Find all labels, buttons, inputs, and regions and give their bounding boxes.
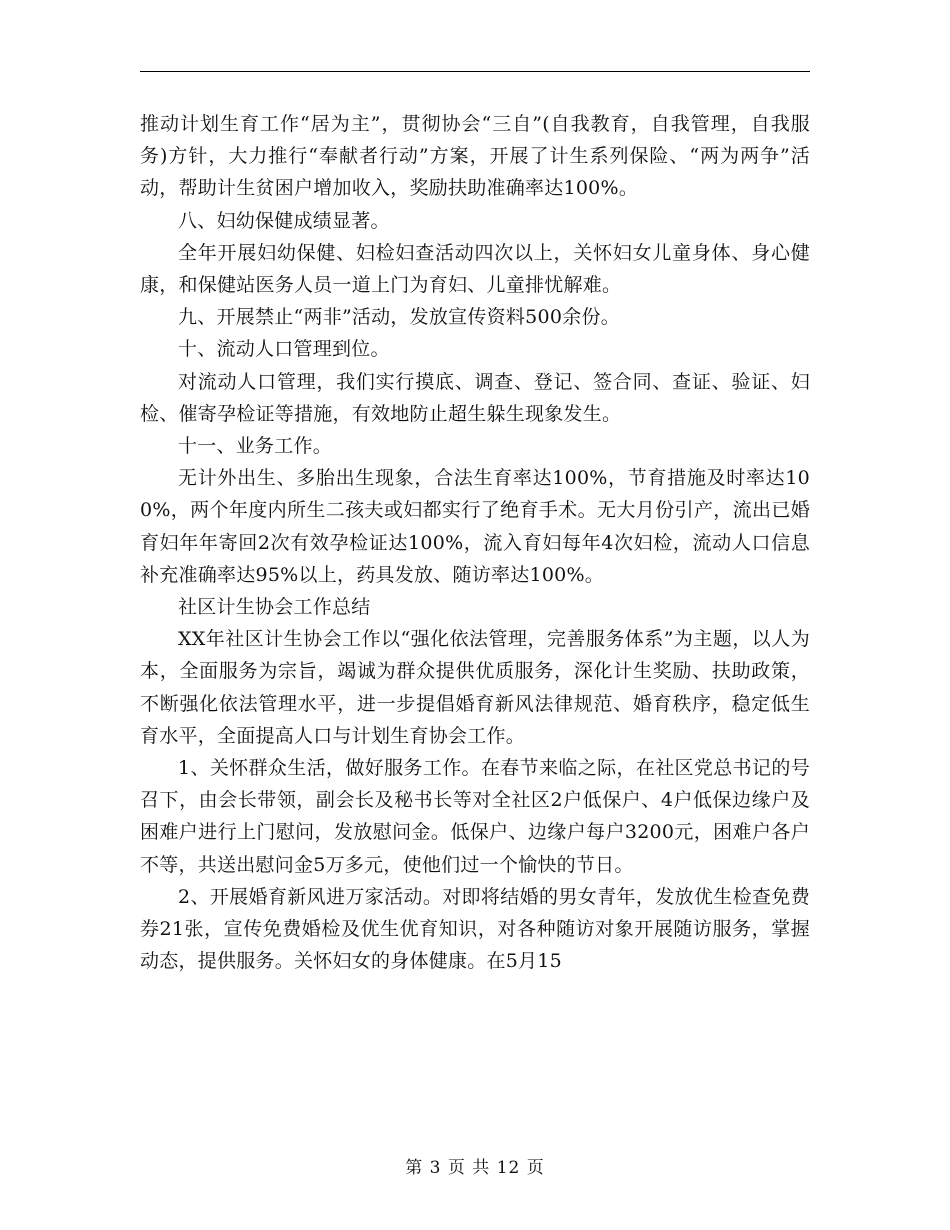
- paragraph: 1、关怀群众生活，做好服务工作。在春节来临之际，在社区党总书记的号召下，由会长带领，副会长及秘书长等对全社区2户低保户、4户低保边缘户及困难户进行上门慰问，发放慰问金。低保户、边缘户每户3200元，困难户各户不等，共送出慰问金5万多元，使他们过一个愉快的节日。: [140, 757, 810, 876]
- paragraph: XX年社区计生协会工作以“强化依法管理，完善服务体系”为主题，以人为本，全面服务为宗旨，竭诚为群众提供优质服务，深化计生奖励、扶助政策，不断强化依法管理水平，进一步提倡婚育新风法律规范、婚育秩序，稳定低生育水平，全面提高人口与计划生育协会工作。: [140, 628, 810, 747]
- paragraph: 全年开展妇幼保健、妇检妇查活动四次以上，关怀妇女儿童身体、身心健康，和保健站医务人员一道上门为育妇、儿童排忧解难。: [140, 241, 810, 297]
- paragraph: 推动计划生育工作“居为主”，贯彻协会“三自”(自我教育，自我管理，自我服务)方针，大力推行“奉献者行动”方案，开展了计生系列保险、“两为两争”活动，帮助计生贫困户增加收入，奖励扶助准确率达100%。: [140, 113, 810, 200]
- paragraph: 2、开展婚育新风进万家活动。对即将结婚的男女青年，发放优生检查免费券21张，宣传免费婚检及优生优育知识，对各种随访对象开展随访服务，掌握动态，提供服务。关怀妇女的身体健康。在5月15: [140, 885, 810, 973]
- paragraph: 对流动人口管理，我们实行摸底、调查、登记、签合同、查证、验证、妇检、催寄孕检证等措施，有效地防止超生躲生现象发生。: [140, 370, 810, 425]
- page-number-footer: 第 3 页 共 12 页: [405, 1158, 545, 1178]
- section-heading: 八、妇幼保健成绩显著。: [178, 209, 390, 232]
- section-heading: 九、开展禁止“两非”活动，发放宣传资料500余份。: [178, 306, 620, 329]
- section-heading: 十一、业务工作。: [178, 435, 333, 458]
- section-heading: 十、流动人口管理到位。: [178, 338, 390, 361]
- paragraph: 无计外出生、多胎出生现象，合法生育率达100%，节育措施及时率达100%，两个年度内所生二孩夫或妇都实行了绝育手术。无大月份引产，流出已婚育妇年年寄回2次有效孕检证达100%，流入育妇每年4次妇检，流动人口信息补充准确率达95%以上，药具发放、随访率达100%。: [140, 467, 810, 586]
- header-rule: [140, 71, 810, 72]
- document-body: [140, 108, 810, 977]
- document-subtitle: 社区计生协会工作总结: [178, 596, 371, 619]
